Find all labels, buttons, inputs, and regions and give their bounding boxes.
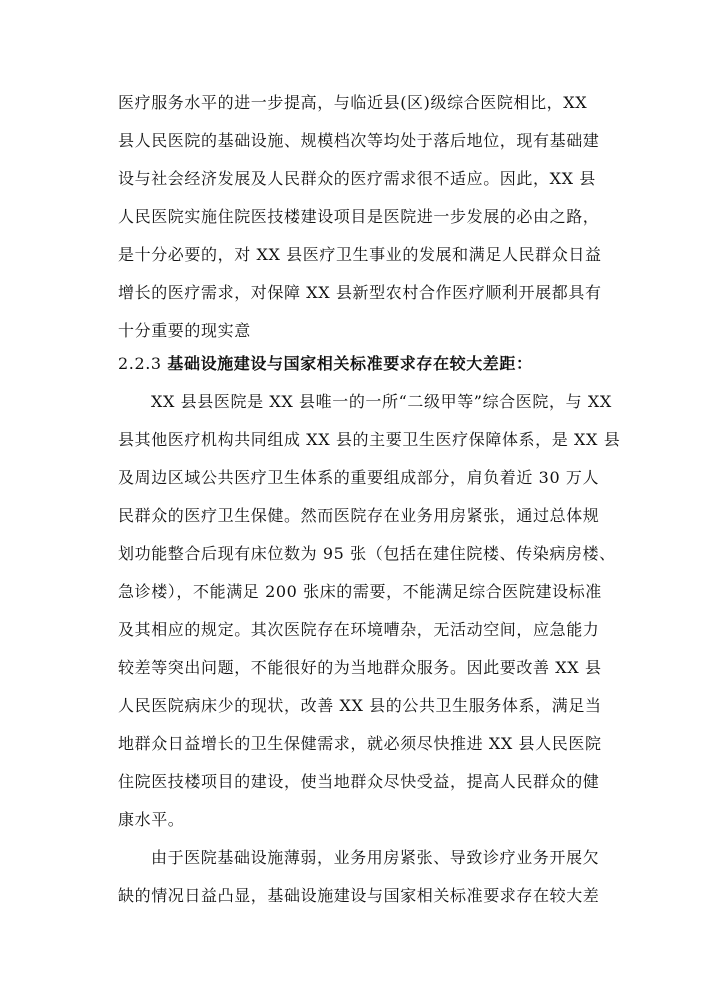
paragraph-1-line-2: 县人民医院的基础设施、规模档次等均处于落后地位，现有基础建 (118, 131, 600, 150)
section-title: 基础设施建设与国家相关标准要求存在较大差距： (167, 354, 533, 373)
section-heading (118, 354, 598, 374)
paragraph-2-line-4: 民群众的医疗卫生保健。然而医院存在业务用房紧张，通过总体规 (118, 506, 600, 525)
paragraph-1-line-6: 增长的医疗需求，对保障 XX 县新型农村合作医疗顺利开展都具有 (118, 283, 602, 302)
paragraph-1-line-1: 医疗服务水平的进一步提高，与临近县(区)级综合医院相比，XX (118, 93, 588, 112)
paragraph-3-line-1: 由于医院基础设施薄弱，业务用房紧张、导致诊疗业务开展欠 (151, 848, 600, 867)
paragraph-1-line-3: 设与社会经济发展及人民群众的医疗需求很不适应。因此，XX 县 (118, 169, 596, 188)
paragraph-2-line-2: 县其他医疗机构共同组成 XX 县的主要卫生医疗保障体系，是 XX 县 (118, 430, 621, 449)
paragraph-3-line-2: 缺的情况日益凸显，基础设施建设与国家相关标准要求存在较大差 (118, 886, 600, 905)
paragraph-2-line-8: 较差等突出问题，不能很好的为当地群众服务。因此要改善 XX 县 (118, 658, 602, 677)
paragraph-2-line-9: 人民医院病床少的现状，改善 XX 县的公共卫生服务体系，满足当 (118, 696, 602, 715)
paragraph-1-line-7: 十分重要的现实意 (118, 321, 251, 340)
paragraph-1-line-5: 是十分必要的，对 XX 县医疗卫生事业的发展和满足人民群众日益 (118, 245, 602, 264)
paragraph-2-line-11: 住院医技楼项目的建设，使当地群众尽快受益，提高人民群众的健 (118, 772, 600, 791)
section-number: 2.2.3 (118, 354, 162, 373)
paragraph-2-line-10: 地群众日益增长的卫生保健需求，就必须尽快推进 XX 县人民医院 (118, 734, 602, 753)
paragraph-2-line-6: 急诊楼），不能满足 200 张床的需要，不能满足综合医院建设标准 (118, 582, 602, 601)
paragraph-2-line-5: 划功能整合后现有床位数为 95 张（包括在建住院楼、传染病房楼、 (118, 544, 616, 563)
paragraph-2-line-7: 及其相应的规定。其次医院存在环境嘈杂，无活动空间，应急能力 (118, 620, 600, 639)
paragraph-1-line-4: 人民医院实施住院医技楼建设项目是医院进一步发展的必由之路， (118, 207, 600, 226)
paragraph-2-line-12: 康水平。 (118, 810, 185, 829)
paragraph-2-line-1: XX 县县医院是 XX 县唯一的一所“二级甲等”综合医院，与 XX (151, 392, 612, 411)
paragraph-2-line-3: 及周边区域公共医疗卫生体系的重要组成部分，肩负着近 30 万人 (118, 468, 600, 487)
